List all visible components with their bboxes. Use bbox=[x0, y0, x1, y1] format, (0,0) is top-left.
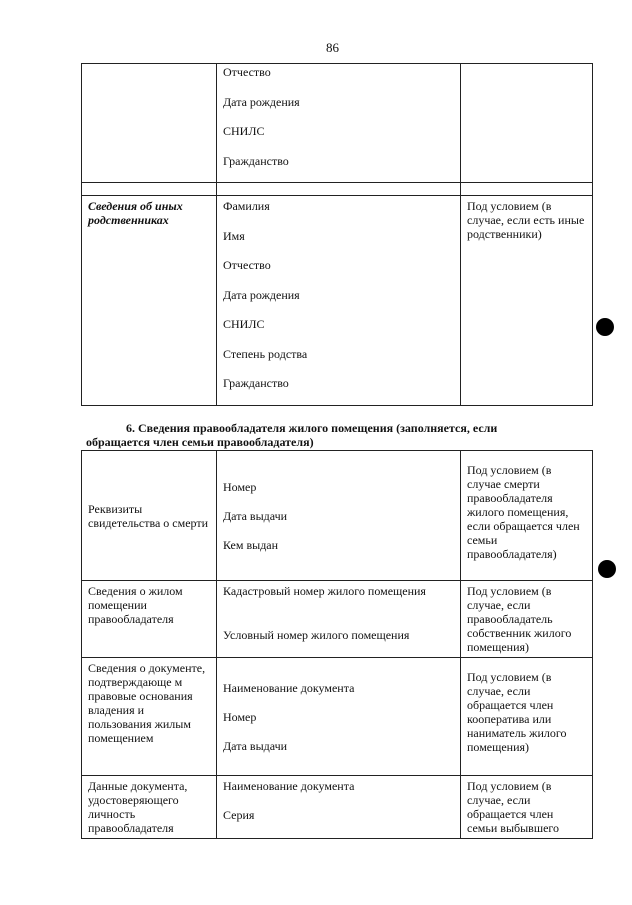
fields-cell bbox=[217, 196, 461, 406]
page-number: 86 bbox=[326, 40, 339, 55]
binder-hole-mark bbox=[596, 318, 614, 336]
field-name: Условный номер жилого помещения bbox=[223, 628, 410, 642]
field-name: Имя bbox=[223, 229, 245, 243]
label-cell bbox=[82, 64, 217, 183]
field-name: Отчество bbox=[223, 65, 271, 79]
field-name: Отчество bbox=[223, 258, 271, 272]
spacer-row bbox=[82, 183, 593, 196]
field-name: СНИЛС bbox=[223, 317, 265, 331]
field-name: Фамилия bbox=[223, 199, 270, 213]
table-row bbox=[82, 196, 593, 406]
section-title-line: 6. Сведения правообладателя жилого помещения (заполняется, если bbox=[126, 421, 498, 435]
table-row bbox=[82, 64, 593, 183]
row-label: Сведения о документе, подтверждающе м правовые основания владения и пользования жилым помещением bbox=[82, 658, 217, 776]
table-row bbox=[82, 451, 593, 581]
field-name: Кем выдан bbox=[223, 537, 279, 552]
condition-cell: Под условием (в случае, если есть иные родственники) bbox=[461, 196, 593, 406]
fields-cell bbox=[217, 581, 461, 658]
condition-cell: Под условием (в случае, если правообладатель собственник жилого помещения) bbox=[461, 581, 593, 658]
field-name: Номер bbox=[223, 709, 257, 724]
field-name: Гражданство bbox=[223, 376, 289, 390]
field-name: СНИЛС bbox=[223, 124, 265, 138]
field-name: Степень родства bbox=[223, 347, 308, 361]
condition-cell: Под условием (в случае, если обращается член кооператива или наниматель жилого помещения) bbox=[461, 658, 593, 776]
fields-cell bbox=[217, 658, 461, 776]
table-section6 bbox=[81, 450, 593, 839]
condition-cell: Под условием (в случае смерти правообладателя жилого помещения, если обращается член семьи правообладателя) bbox=[461, 451, 593, 581]
condition-cell: Под условием (в случае, если обращается член семьи выбывшего bbox=[461, 776, 593, 839]
fields-cell bbox=[217, 451, 461, 581]
table-row bbox=[82, 776, 593, 839]
section-title bbox=[86, 421, 556, 449]
field-name: Наименование документа bbox=[223, 779, 355, 793]
field-name: Серия bbox=[223, 808, 255, 822]
table-row bbox=[82, 658, 593, 776]
field-name: Дата рождения bbox=[223, 288, 300, 302]
row-label: Реквизиты свидетельства о смерти bbox=[82, 451, 217, 581]
field-name: Дата выдачи bbox=[223, 738, 288, 753]
table-continued bbox=[81, 63, 593, 406]
row-label: Сведения об иных родственниках bbox=[82, 196, 217, 406]
field-name: Номер bbox=[223, 479, 257, 494]
fields-cell bbox=[217, 776, 461, 839]
section-title-line: обращается член семьи правообладателя) bbox=[86, 435, 314, 449]
table-row bbox=[82, 581, 593, 658]
field-name: Гражданство bbox=[223, 154, 289, 168]
condition-cell bbox=[461, 64, 593, 183]
row-label: Сведения о жилом помещении правообладателя bbox=[82, 581, 217, 658]
field-name: Наименование документа bbox=[223, 680, 355, 695]
row-label: Данные документа, удостоверяющего личность правообладателя bbox=[82, 776, 217, 839]
binder-hole-mark bbox=[598, 560, 616, 578]
field-name: Дата рождения bbox=[223, 95, 300, 109]
field-name: Дата выдачи bbox=[223, 508, 288, 523]
fields-cell bbox=[217, 64, 461, 183]
field-name: Кадастровый номер жилого помещения bbox=[223, 584, 426, 598]
